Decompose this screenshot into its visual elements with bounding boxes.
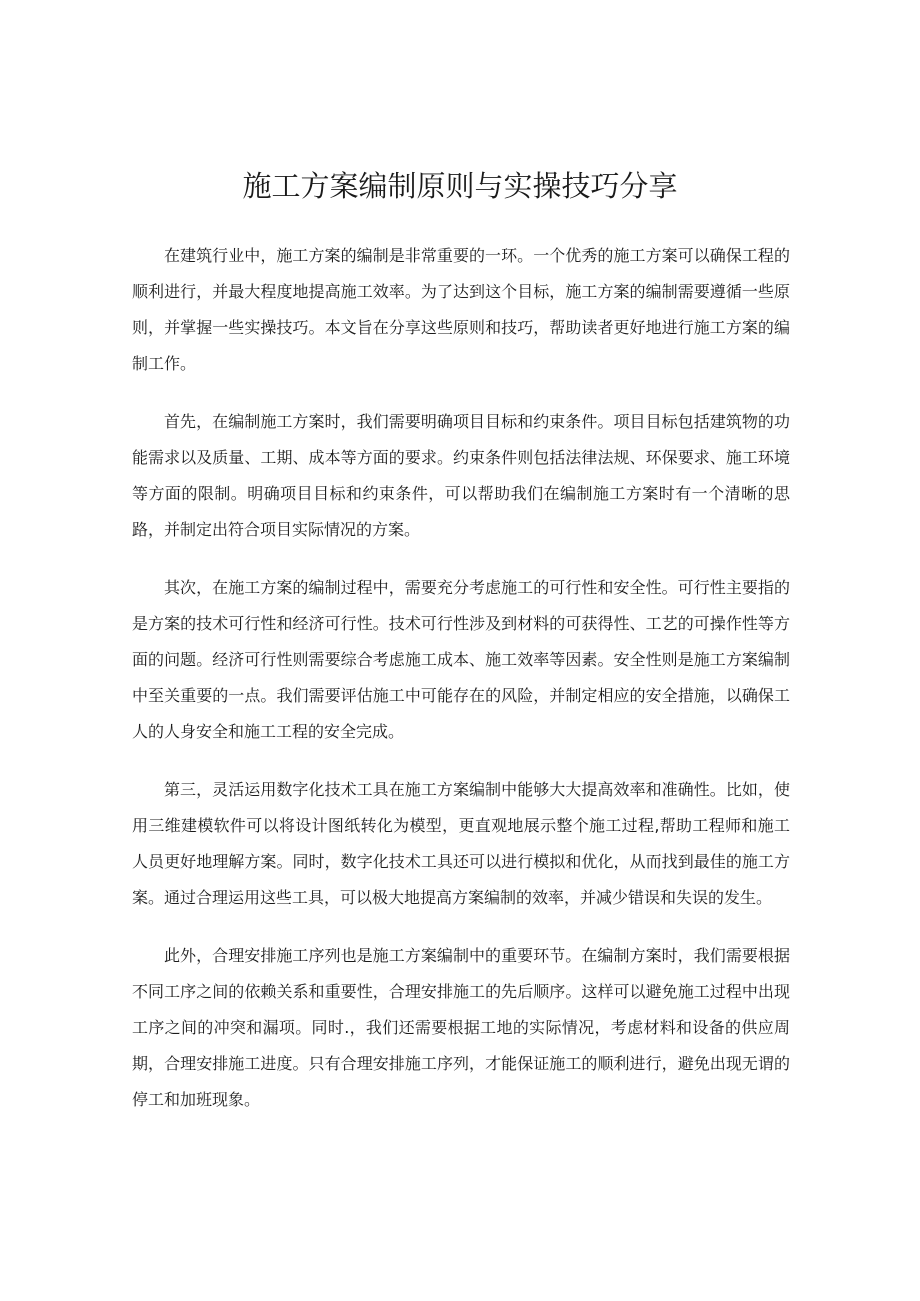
document-body xyxy=(132,238,790,1140)
document-title: 施工方案编制原则与实操技巧分享 xyxy=(242,169,678,203)
paragraph-intro: 在建筑行业中，施工方案的编制是非常重要的一环。一个优秀的施工方案可以确保工程的顺利进行，并最大程度地提高施工效率。为了达到这个目标，施工方案的编制需要遵循一些原则，并掌握一些实操技巧。本文旨在分享这些原则和技巧，帮助读者更好地进行施工方案的编制工作。 xyxy=(132,246,790,373)
paragraph-third: 第三，灵活运用数字化技术工具在施工方案编制中能够大大提高效率和准确性。比如，使用三维建模软件可以将设计图纸转化为模型，更直观地展示整个施工过程,帮助工程师和施工人员更好地理解方案。同时，数字化技术工具还可以进行模拟和优化，从而找到最佳的施工方案。通过合理运用这些工具，可以极大地提高方案编制的效率，并减少错误和失误的发生。 xyxy=(132,780,790,907)
paragraph-additionally: 此外，合理安排施工序列也是施工方案编制中的重要环节。在编制方案时，我们需要根据不同工序之间的依赖关系和重要性，合理安排施工的先后顺序。这样可以避免施工过程中出现工序之间的冲突和漏项。同时.，我们还需要根据工地的实际情况，考虑材料和设备的供应周期，合理安排施工进度。只有合理安排施工序列，才能保证施工的顺利进行，避免出现无谓的停工和加班现象。 xyxy=(132,946,790,1109)
paragraph-second: 其次，在施工方案的编制过程中，需要充分考虑施工的可行性和安全性。可行性主要指的是方案的技术可行性和经济可行性。技术可行性涉及到材料的可获得性、工艺的可操作性等方面的问题。经济可行性则需要综合考虑施工成本、施工效率等因素。安全性则是施工方案编制中至关重要的一点。我们需要评估施工中可能存在的风险，并制定相应的安全措施，以确保工人的人身安全和施工工程的安全完成。 xyxy=(132,578,790,741)
paragraph-first: 首先，在编制施工方案时，我们需要明确项目目标和约束条件。项目目标包括建筑物的功能需求以及质量、工期、成本等方面的要求。约束条件则包括法律法规、环保要求、施工环境等方面的限制。明确项目目标和约束条件，可以帮助我们在编制施工方案时有一个清晰的思路，并制定出符合项目实际情况的方案。 xyxy=(132,412,790,539)
